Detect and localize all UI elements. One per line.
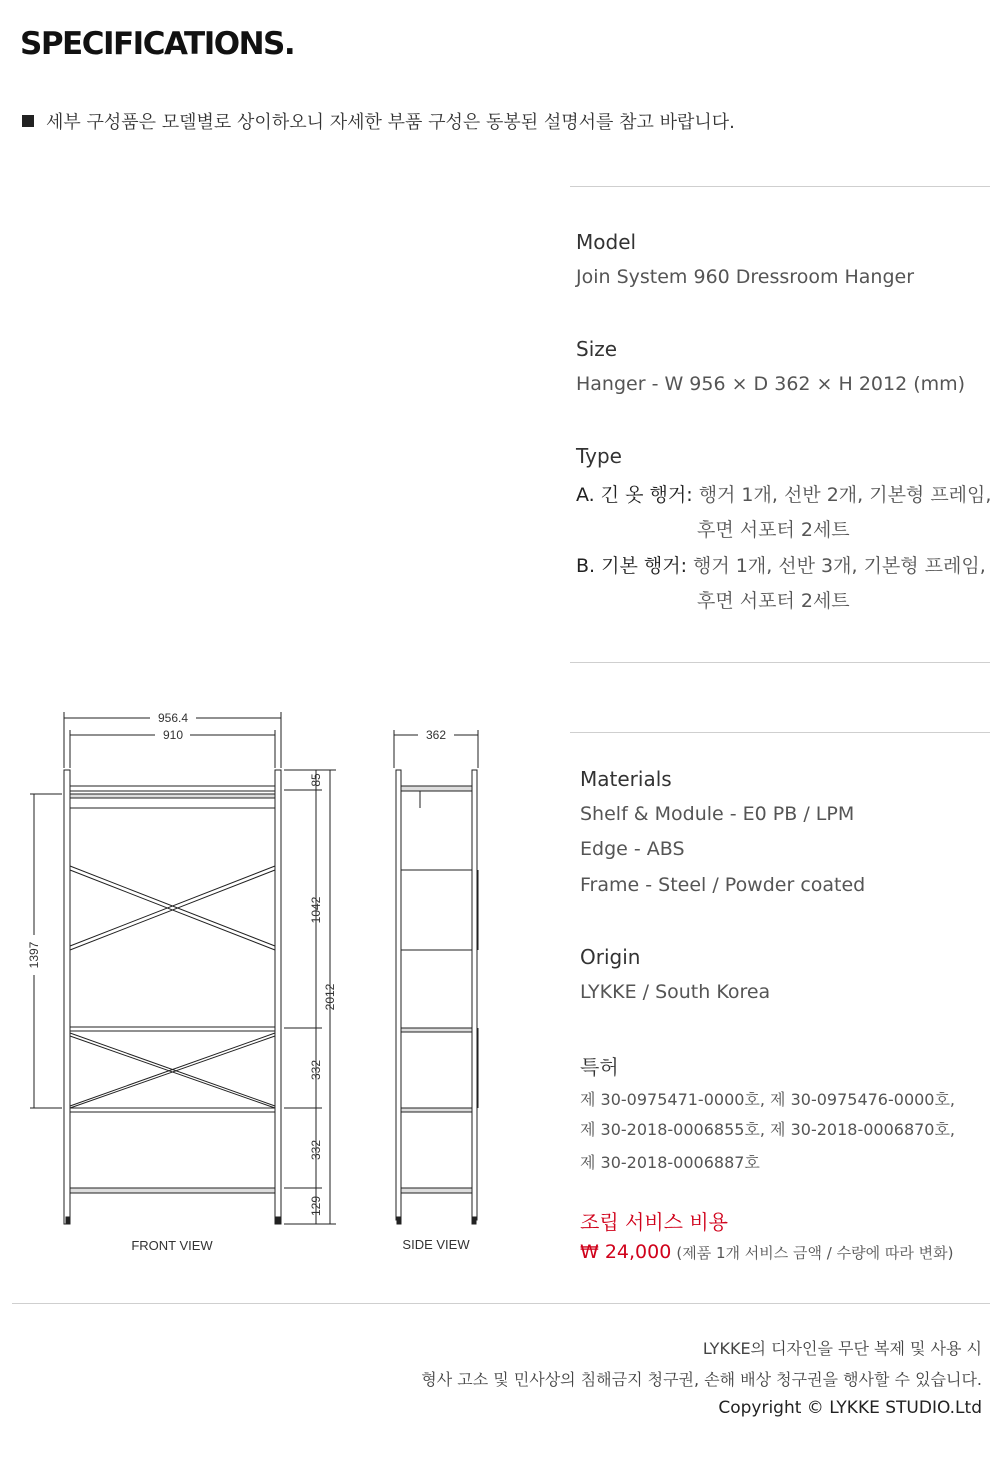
type-a-name: A. 긴 옷 행거: xyxy=(576,484,693,506)
size-value: Hanger - W 956 × D 362 × H 2012 (mm) xyxy=(576,373,966,395)
assembly-label: 조립 서비스 비용 xyxy=(580,1210,728,1234)
type-label: Type xyxy=(576,444,622,468)
divider xyxy=(570,732,990,733)
materials-line: Shelf & Module - E0 PB / LPM xyxy=(580,803,855,825)
side-view-caption: SIDE VIEW xyxy=(402,1237,470,1252)
dim-left-height: 1397 xyxy=(27,941,41,969)
square-bullet-icon xyxy=(22,115,34,127)
materials-line: Edge - ABS xyxy=(580,838,685,860)
materials-line: Frame - Steel / Powder coated xyxy=(580,874,866,896)
front-view-frame xyxy=(64,770,281,1224)
size-label: Size xyxy=(576,337,618,361)
dim-bottom: 129 xyxy=(309,1195,323,1217)
dim-1042: 1042 xyxy=(309,896,323,924)
notice-text xyxy=(22,108,735,134)
type-a xyxy=(576,480,991,507)
dim-top: 85 xyxy=(309,773,323,787)
model-value: Join System 960 Dressroom Hanger xyxy=(576,266,915,288)
dim-332a: 332 xyxy=(309,1059,323,1081)
assembly-price: ₩ 24,000 xyxy=(580,1241,672,1263)
dim-inner-width: 910 xyxy=(162,728,184,742)
assembly-price-row xyxy=(580,1241,953,1263)
assembly-note: (제품 1개 서비스 금액 / 수량에 따라 변화) xyxy=(676,1244,954,1262)
patent-label: 특허 xyxy=(580,1055,619,1079)
type-b-line1: 행거 1개, 선반 3개, 기본형 프레임, xyxy=(693,555,986,577)
type-b xyxy=(576,551,986,578)
type-b-line2: 후면 서포터 2세트 xyxy=(697,590,850,612)
side-view-frame xyxy=(394,730,478,1224)
type-b-name: B. 기본 행거: xyxy=(576,555,687,577)
origin-value: LYKKE / South Korea xyxy=(580,981,771,1003)
dim-total: 2012 xyxy=(323,983,337,1011)
footer-line2: 형사 고소 및 민사상의 침해금지 청구권, 손해 배상 청구권을 행사할 수 있습니다. xyxy=(421,1370,982,1389)
divider xyxy=(570,662,990,663)
dim-outer-width: 956.4 xyxy=(157,711,189,725)
origin-label: Origin xyxy=(580,945,641,969)
type-a-line2: 후면 서포터 2세트 xyxy=(697,519,850,541)
type-a-line1: 행거 1개, 선반 2개, 기본형 프레임, xyxy=(698,484,992,506)
materials-label: Materials xyxy=(580,767,672,791)
dim-depth: 362 xyxy=(425,728,447,742)
patent-line: 제 30-2018-0006887호 xyxy=(580,1153,760,1172)
patent-line: 제 30-0975471-0000호, 제 30-0975476-0000호, xyxy=(580,1090,956,1109)
divider xyxy=(570,186,990,187)
copyright: Copyright © LYKKE STUDIO.Ltd xyxy=(718,1398,982,1418)
model-label: Model xyxy=(576,230,637,254)
product-drawing xyxy=(0,690,560,1270)
patent-line: 제 30-2018-0006855호, 제 30-2018-0006870호, xyxy=(580,1120,956,1139)
front-view-caption: FRONT VIEW xyxy=(131,1238,213,1253)
front-dimension-lines xyxy=(30,712,336,1224)
notice-label: 세부 구성품은 모델별로 상이하오니 자세한 부품 구성은 동봉된 설명서를 참고 바랍니다. xyxy=(46,112,735,133)
page-title: SPECIFICATIONS. xyxy=(20,26,295,62)
footer-line1: LYKKE의 디자인을 무단 복제 및 사용 시 xyxy=(702,1339,982,1358)
dim-332b: 332 xyxy=(309,1139,323,1161)
footer-divider xyxy=(12,1303,990,1304)
